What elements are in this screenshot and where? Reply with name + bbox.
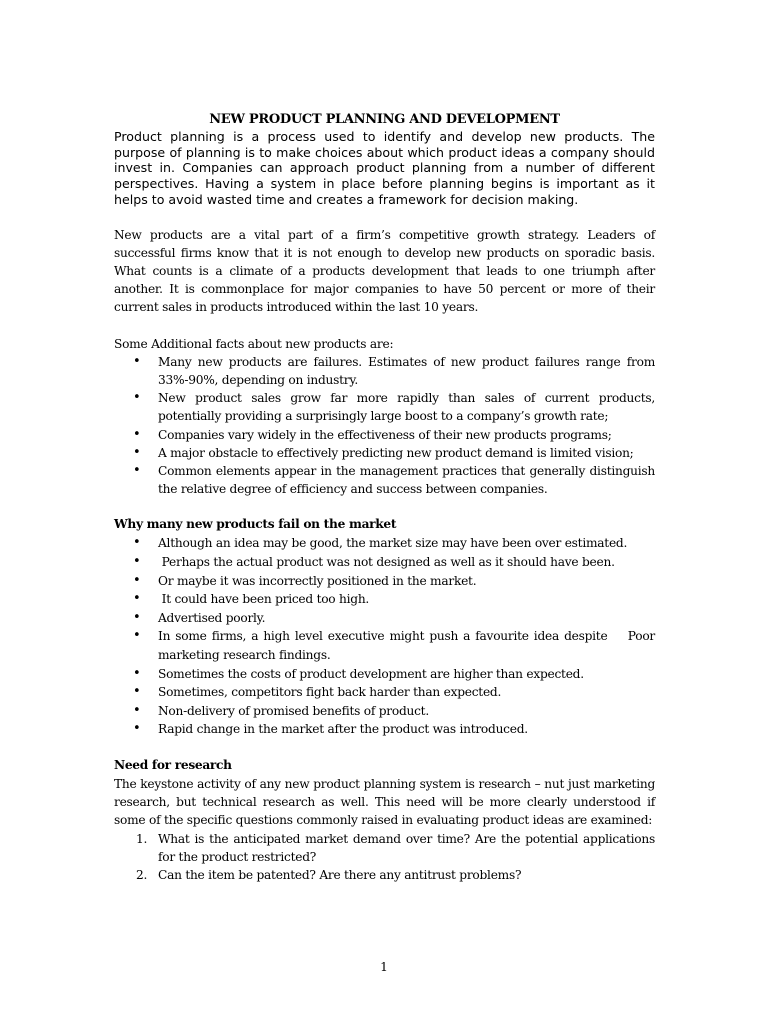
bullet-icon: •	[133, 444, 141, 460]
paragraph-spacer	[114, 498, 655, 515]
list-item-text: Rapid change in the market after the product was introduced.	[158, 722, 528, 737]
bullet-icon: •	[133, 665, 141, 681]
list-item	[114, 665, 655, 684]
intro-paragraph: Product planning is a process used to identify and develop new products. The purpose of planning is to make choices about which product ideas a company should invest in. Companies can approach product planning from a number of different perspectives. Having a system in place before planning begins is important as it helps to avoid wasted time and creates a framework for decision making.	[114, 129, 655, 207]
growth-strategy-paragraph: New products are a vital part of a firm’s competitive growth strategy. Leaders of successful firms know that it is not enough to develop new products on sporadic basis. What counts is a climate of a products development that leads to one triumph after another. It is commonplace for major companies to have 50 percent or more of their current sales in products introduced within the last 10 years.	[114, 227, 655, 315]
research-heading: Need for research	[114, 757, 232, 772]
bullet-icon: •	[133, 609, 141, 625]
list-item-text: Non-delivery of promised benefits of product.	[158, 703, 429, 718]
paragraph-spacer	[114, 739, 655, 756]
list-number: 2.	[136, 867, 148, 882]
list-item	[114, 627, 659, 664]
list-item-text: Although an idea may be good, the market size may have been over estimated.	[158, 536, 628, 551]
list-item-text: Or maybe it was incorrectly positioned in the market.	[158, 573, 477, 588]
list-item-text: Sometimes the costs of product development are higher than expected.	[158, 666, 584, 681]
bullet-icon: •	[133, 591, 141, 607]
list-item-text: It could have been priced too high.	[158, 592, 370, 607]
facts-intro: Some Additional facts about new products are:	[114, 336, 394, 351]
list-item	[114, 462, 655, 498]
bullet-icon: •	[133, 572, 141, 588]
list-item	[114, 683, 655, 702]
bullet-icon: •	[133, 462, 141, 478]
list-item	[114, 590, 655, 609]
facts-list	[114, 353, 655, 499]
list-item-text: Companies vary widely in the effectiveness of their new products programs;	[158, 427, 612, 442]
list-item-text: Sometimes, competitors fight back harder than expected.	[158, 685, 502, 700]
list-item	[114, 720, 655, 739]
list-item-text: A major obstacle to effectively predicting new product demand is limited vision;	[158, 445, 634, 460]
list-item-text: Many new products are failures. Estimates of new product failures range from 33%-90%, depending on industry.	[158, 354, 655, 387]
list-item	[114, 353, 655, 389]
list-item	[114, 830, 655, 866]
research-questions-list	[114, 830, 655, 885]
list-item-text: Can the item be patented? Are there any antitrust problems?	[158, 867, 522, 882]
page-number: 1	[380, 960, 388, 974]
list-item	[114, 866, 655, 884]
bullet-icon: •	[133, 426, 141, 442]
list-item	[114, 609, 655, 628]
list-item	[114, 426, 655, 444]
document-body	[114, 111, 659, 884]
list-item	[114, 702, 655, 721]
bullet-icon: •	[133, 721, 141, 737]
paragraph-spacer	[114, 317, 655, 335]
document-title: NEW PRODUCT PLANNING AND DEVELOPMENT	[209, 112, 560, 127]
list-item-text: Advertised poorly.	[158, 610, 266, 625]
list-item	[114, 572, 655, 591]
bullet-icon: •	[133, 628, 141, 644]
list-number: 1.	[136, 831, 148, 846]
list-item	[114, 553, 655, 572]
list-item-text: In some firms, a high level executive might push a favourite idea despite Poor marketing research findings.	[158, 629, 659, 662]
list-item	[114, 389, 655, 425]
research-paragraph: The keystone activity of any new product planning system is research – nut just marketing research, but technical research as well. This need will be more clearly understood if some of the specific questions commonly raised in evaluating product ideas are examined:	[114, 776, 655, 828]
list-item	[114, 534, 655, 553]
fail-heading: Why many new products fail on the market	[114, 517, 397, 532]
fail-reasons-list	[114, 534, 659, 739]
list-item-text: Perhaps the actual product was not designed as well as it should have been.	[158, 554, 615, 569]
bullet-icon: •	[133, 684, 141, 700]
paragraph-spacer	[114, 208, 655, 226]
list-item-text: New product sales grow far more rapidly than sales of current products, potentially providing a surprisingly large boost to a company’s growth rate;	[158, 391, 655, 424]
bullet-icon: •	[133, 702, 141, 718]
list-item-text: Common elements appear in the management practices that generally distinguish the relative degree of efficiency and success between companies.	[158, 463, 655, 497]
bullet-icon: •	[133, 390, 141, 406]
bullet-icon: •	[133, 535, 141, 551]
list-item-text: What is the anticipated market demand over time? Are the potential applications for the product restricted?	[158, 831, 655, 864]
bullet-icon: •	[133, 353, 141, 369]
list-item	[114, 444, 655, 462]
bullet-icon: •	[133, 553, 141, 569]
